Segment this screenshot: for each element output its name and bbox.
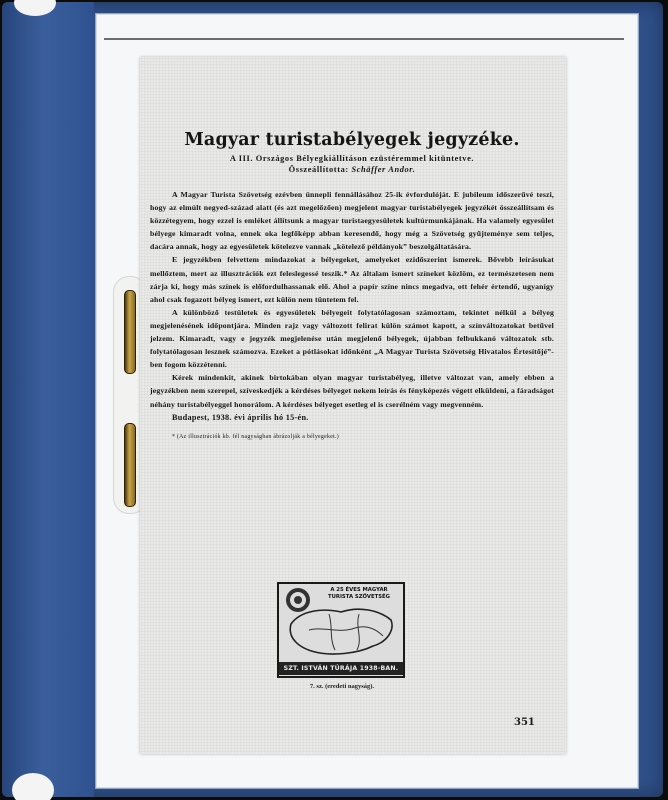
compiler-line (150, 165, 554, 174)
paragraph-1: A Magyar Turista Szövetség ezévben ünnepli fennállásához 25-ik évfordulóját. E jubileum időszerűvé teszi, hogy az elmúlt negyed-század alatt (és azt megelőzően) megjelent magyar turistabélyegek jegyzékét összeállítsam és közzétegyem, hogy ezzel is emléket állítsunk a magyar turistaegyesületek kultúrmunkájának. Ha valamely egyesület bélyege kimaradt volna, ennek oka legfőképp abban keresendő, hogy még a Szövetség gyűjteménye sem teljes, dacára annak, hogy az egyesületek kötelezve vannak „kötelező példányok” beszolgáltatására. (150, 190, 554, 252)
paragraph-2: E jegyzékben felvettem mindazokat a bélyegeket, amelyeket ezidőszerint ismerek. Bővebb leírásukat mellőztem, mert az illusztrációk ezt feleslegessé teszik.* Az általam ismert színeket közlöm, ez természetesen nem zárja ki, hogy más színek is előfordulhassanak elő. Ahol a papír színe nincs megadva, ott fehér értendő, ugyanígy ahol csak fogazott bélyeg ismert, ezt külön nem tüntetem fel. (150, 255, 554, 304)
date-signature: Budapest, 1938. évi április hó 15-én. (172, 412, 309, 422)
document-content (150, 130, 554, 440)
binder-slot-bottom (124, 423, 136, 507)
paragraph-3: A különböző testületek és egyesületek bélyegeit folytatólagosan számoztam, tekintet nélkül a bélyeg megjelenésének időpontjára. Minden rajz vagy változott felirat külön számot kapott, a színváltozatokat betűvel jelzem. Kimaradt, vagy e jegyzék megjelenése után megjelenő bélyegek, újabban felbukkanó változatok stb. folytatólagosan lesznek számozva. Ezeket a pótlásokat időnként „A Magyar Turista Szövetség Hivatalos Értesítőjé”-ben fogom közzétenni. (150, 307, 554, 370)
stamp-caption: 7. sz. (eredeti nagyság). (309, 683, 375, 690)
paragraph-4: Kérek mindenkit, akinek birtokában olyan magyar turistabélyeg, illetve változat van, amely ebben a jegyzékben nem szerepel, szíveskedjék a kérdéses bélyeget nekem leírás és fényképezés végett elküldeni, a fáradságot néhány turistabélyeggel honorálom. A kérdéses bélyeget esetleg el is cserélném vagy megvenném. (150, 373, 554, 409)
stamp-top-text: A 25 ÉVES MAGYAR TURISTA SZÖVETSÉG (327, 587, 391, 600)
document-subtitle: A III. Országos Bélyegkiállításon ezüstéremmel kitüntetve. (229, 154, 475, 163)
document-title: Magyar turistabélyegek jegyzéke. (184, 130, 520, 150)
stamp-bottom-text: SZT. ISTVÁN TÚRÁJA 1938-BAN. (279, 662, 403, 675)
sleeve-top-edge (104, 38, 624, 40)
folder-spine (2, 2, 94, 797)
compiler-label: Összeállította: (288, 165, 349, 174)
footnote: * (Az illusztrációk kb. fél nagyságban ábrázolják a bélyegeket.) (172, 433, 339, 440)
hungary-map-outline (290, 609, 392, 654)
compiler-name: Schäffer Andor. (351, 165, 416, 174)
folder-notch-bottom (12, 773, 54, 800)
page-number: 351 (514, 717, 535, 728)
binder-slot-top (124, 290, 136, 374)
tourist-stamp-image (277, 582, 405, 678)
